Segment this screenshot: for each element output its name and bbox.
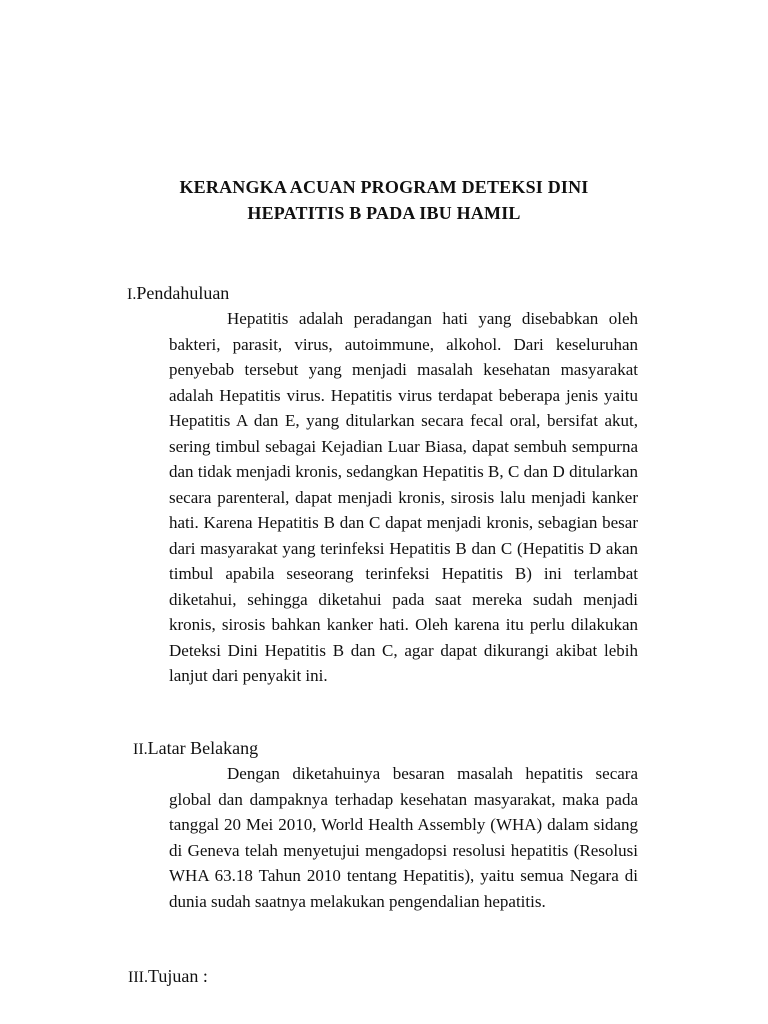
section-heading-pendahuluan	[127, 280, 229, 308]
paragraph: Dengan diketahuinya besaran masalah hepatitis secara global dan dampaknya terhadap kesehatan masyarakat, maka pada tanggal 20 Mei 2010, World Health Assembly (WHA) dalam sidang di Geneva telah menyetujui mengadopsi resolusi hepatitis (Resolusi WHA 63.18 Tahun 2010 tentang Hepatitis), yaitu semua Negara di dunia sudah saatnya melakukan pengendalian hepatitis.	[169, 764, 638, 911]
section-number: I.	[127, 286, 137, 303]
title-line-1: KERANGKA ACUAN PROGRAM DETEKSI DINI	[179, 177, 589, 197]
title-line-2: HEPATITIS B PADA IBU HAMIL	[247, 203, 521, 223]
section-title: Tujuan :	[147, 966, 208, 986]
document-title	[0, 174, 768, 226]
section-body-latar-belakang	[169, 761, 638, 914]
section-title: Pendahuluan	[136, 283, 230, 303]
section-title: Latar Belakang	[147, 738, 259, 758]
section-number: III.	[128, 969, 148, 986]
section-heading-tujuan	[128, 963, 208, 991]
section-number: II.	[133, 741, 148, 758]
paragraph: Hepatitis adalah peradangan hati yang disebabkan oleh bakteri, parasit, virus, autoimmune, alkohol. Dari keseluruhan penyebab tersebut yang menjadi masalah kesehatan masyarakat adalah Hepatitis virus. Hepatitis virus terdapat beberapa jenis yaitu Hepatitis A dan E, yang ditularkan secara fecal oral, bersifat akut, sering timbul sebagai Kejadian Luar Biasa, dapat sembuh sempurna dan tidak menjadi kronis, sedangkan Hepatitis B, C dan D ditularkan secara parenteral, dapat menjadi kronis, sirosis lalu menjadi kanker hati. Karena Hepatitis B dan C dapat menjadi kronis, sebagian besar dari masyarakat yang terinfeksi Hepatitis B dan C (Hepatitis D akan timbul apabila seseorang terinfeksi Hepatitis B) ini terlambat diketahui, sehingga diketahui pada saat mereka sudah menjadi kronis, sirosis bahkan kanker hati. Oleh karena itu perlu dilakukan Deteksi Dini Hepatitis B dan C, agar dapat dikurangi akibat lebih lanjut dari penyakit ini.	[169, 309, 638, 685]
section-heading-latar-belakang	[133, 735, 258, 763]
section-body-pendahuluan	[169, 306, 638, 689]
